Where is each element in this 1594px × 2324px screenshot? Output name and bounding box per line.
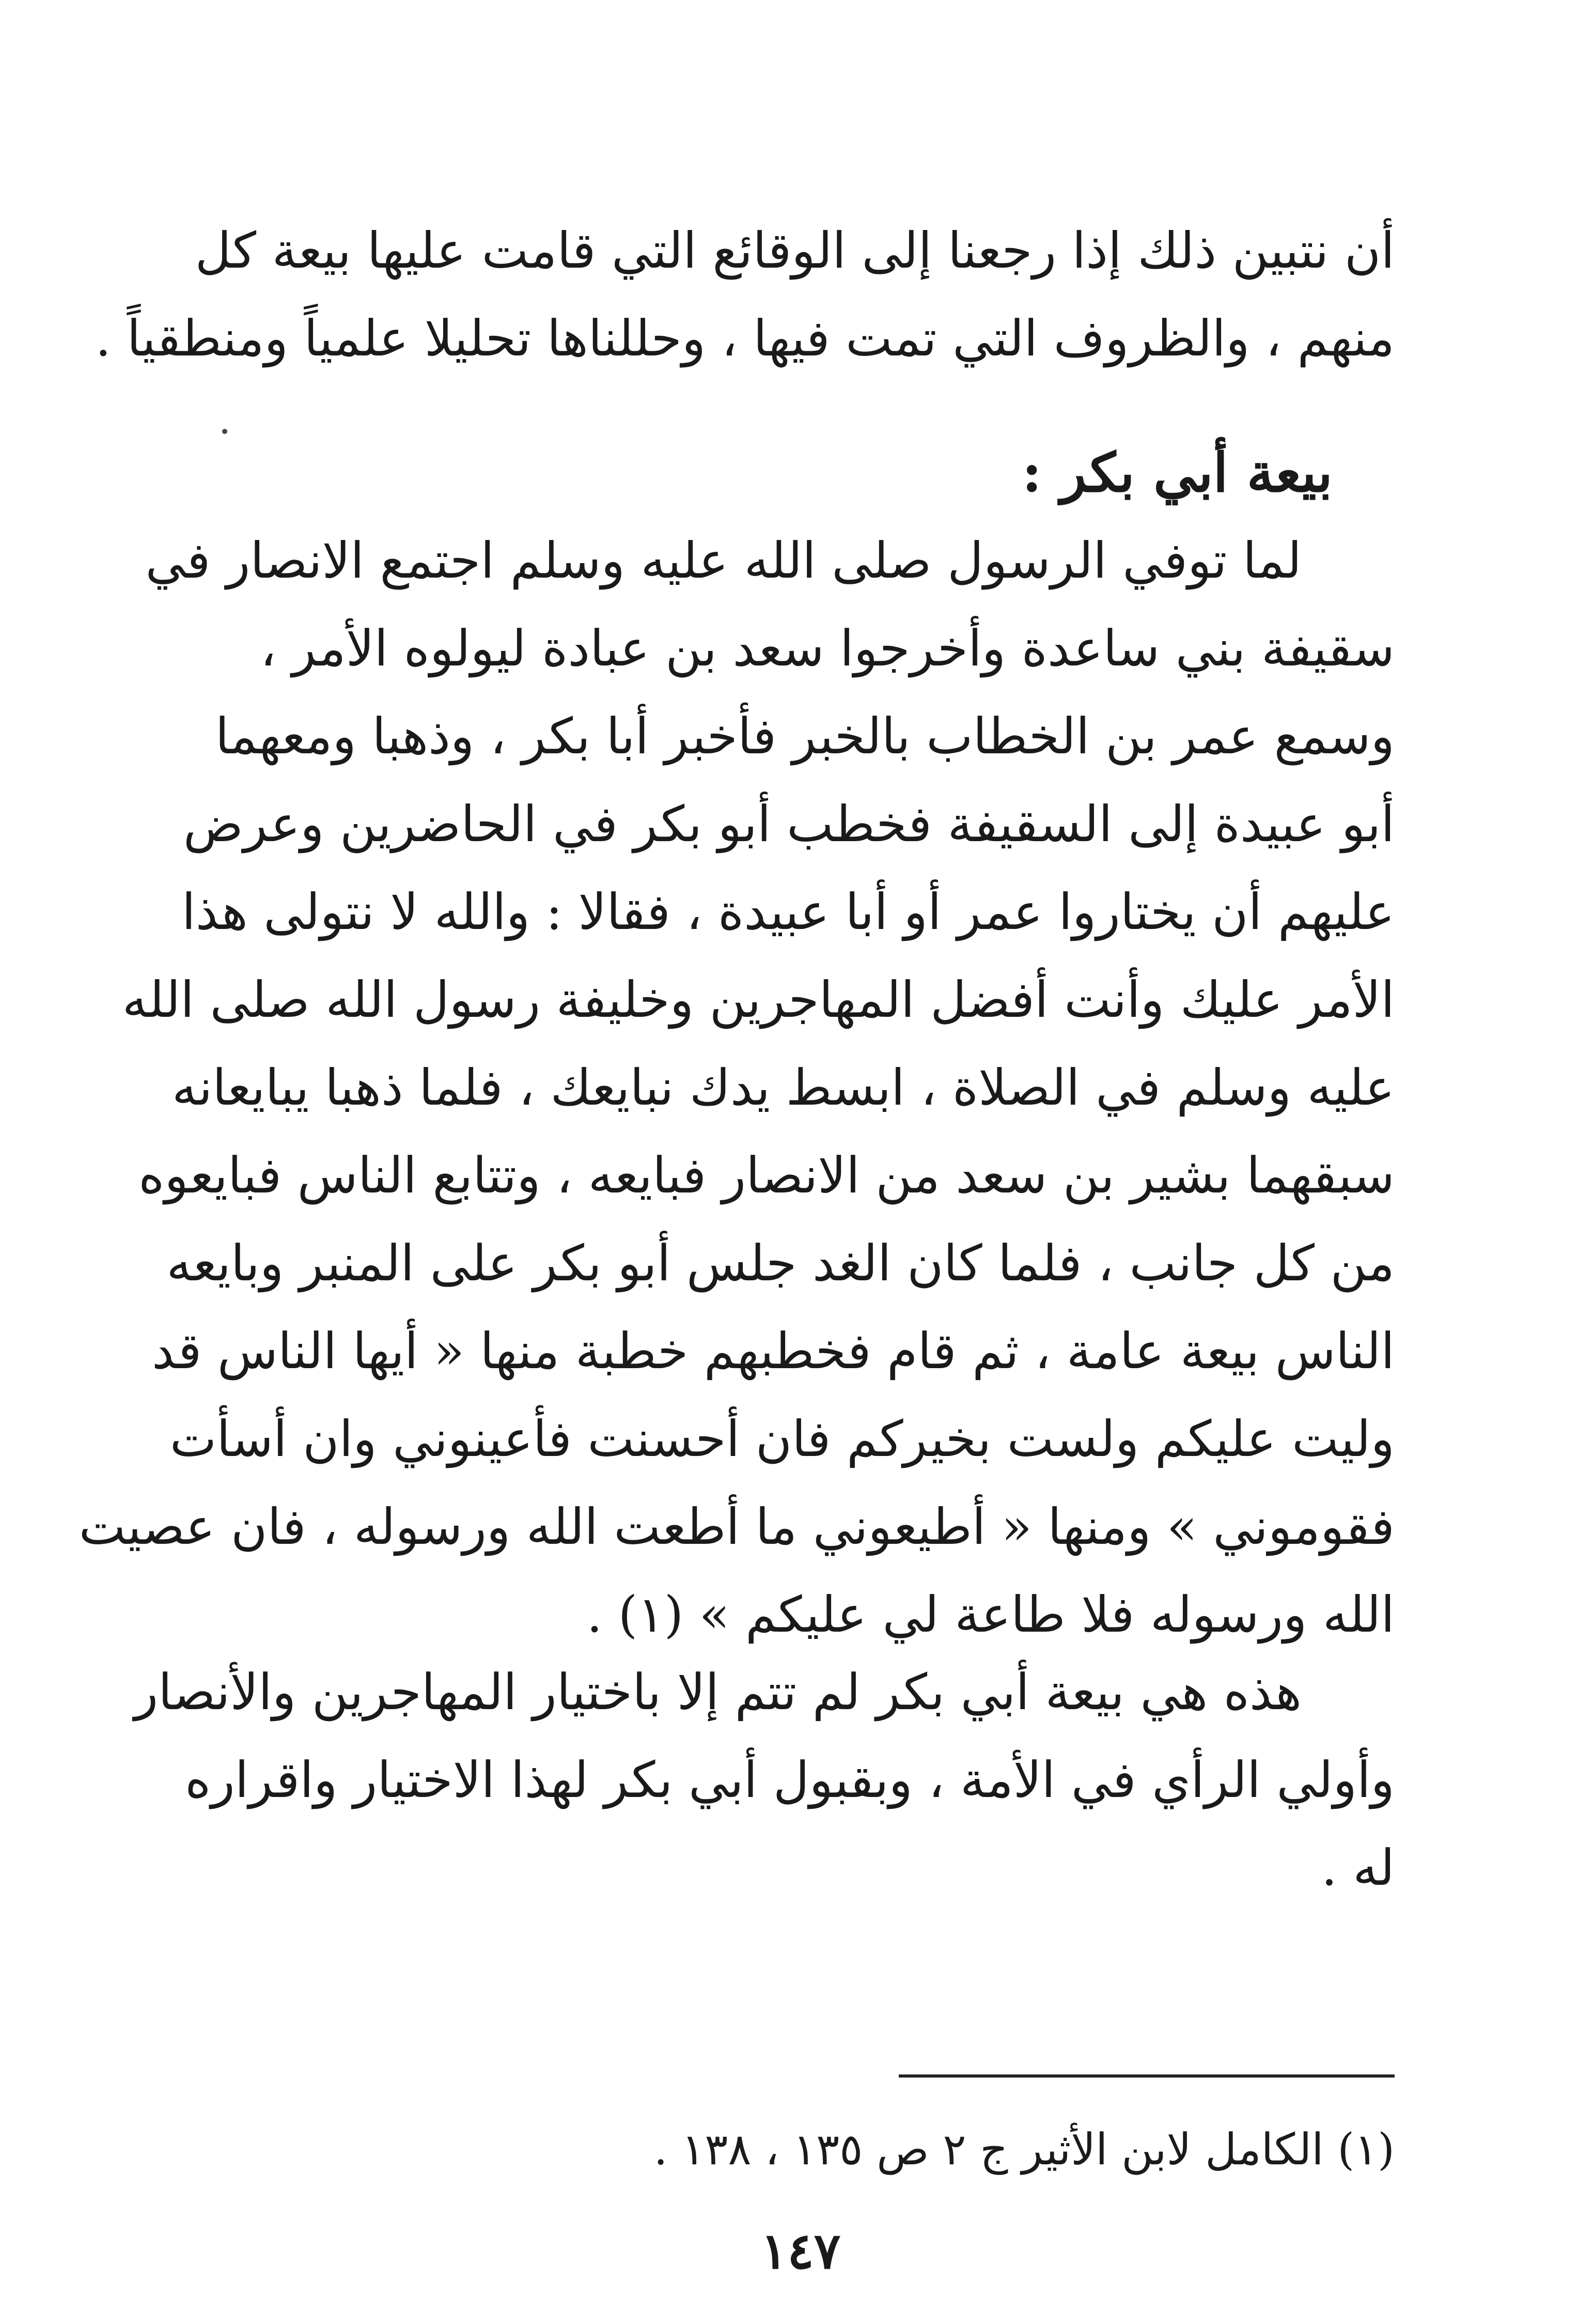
page-number: ١٤٧ (760, 2222, 841, 2280)
text-line: له . (1321, 1839, 1395, 1897)
text-line: الله ورسوله فلا طاعة لي عليكم » (١) . (586, 1586, 1395, 1644)
section-heading: بيعة أبي بكر : (1022, 441, 1333, 504)
text-line: من كل جانب ، فلما كان الغد جلس أبو بكر على المنبر وبايعه (166, 1234, 1395, 1292)
text-line: أبو عبيدة إلى السقيفة فخطب أبو بكر في الحاضرين وعرض (183, 795, 1395, 853)
footnote: (١) الكامل لابن الأثير ج ٢ ص ١٣٥ ، ١٣٨ . (653, 2124, 1395, 2175)
text-line: عليه وسلم في الصلاة ، ابسط يدك نبايعك ، فلما ذهبا يبايعانه (172, 1059, 1395, 1117)
text-line: الناس بيعة عامة ، ثم قام فخطبهم خطبة منها « أيها الناس قد (152, 1322, 1395, 1380)
text-line: الأمر عليك وأنت أفضل المهاجرين وخليفة رسول الله صلى الله (122, 971, 1395, 1029)
paragraph-conclusion (134, 1648, 1395, 1912)
stray-ink-dot (222, 429, 227, 434)
text-line: وليت عليكم ولست بخيركم فان أحسنت فأعينوني وان أسأت (169, 1410, 1395, 1468)
text-line: هذه هي بيعة أبي بكر لم تتم إلا باختيار المهاجرين والأنصار (134, 1663, 1302, 1721)
paragraph-bayaa-abu-bakr (79, 517, 1395, 1659)
text-line: لما توفي الرسول صلى الله عليه وسلم اجتمع الانصار في (145, 532, 1302, 590)
text-line: فقوموني » ومنها « أطيعوني ما أطعت الله ورسوله ، فان عصيت (79, 1498, 1395, 1556)
intro-paragraph (95, 207, 1395, 382)
text-line: وأولي الرأي في الأمة ، وبقبول أبي بكر لهذا الاختيار واقراره (185, 1751, 1395, 1809)
text-line: عليهم أن يختاروا عمر أو أبا عبيدة ، فقالا : والله لا نتولى هذا (182, 883, 1395, 941)
footnote-divider (899, 2074, 1395, 2078)
text-line: منهم ، والظروف التي تمت فيها ، وحللناها تحليلا علمياً ومنطقياً . (95, 309, 1395, 367)
text-line: سبقهما بشير بن سعد من الانصار فبايعه ، وتتابع الناس فبايعوه (138, 1146, 1395, 1204)
text-line: أن نتبين ذلك إذا رجعنا إلى الوقائع التي قامت عليها بيعة كل (195, 222, 1395, 280)
text-line: سقيفة بني ساعدة وأخرجوا سعد بن عبادة ليولوه الأمر ، (260, 619, 1395, 677)
text-line: وسمع عمر بن الخطاب بالخبر فأخبر أبا بكر ، وذهبا ومعهما (215, 707, 1395, 765)
